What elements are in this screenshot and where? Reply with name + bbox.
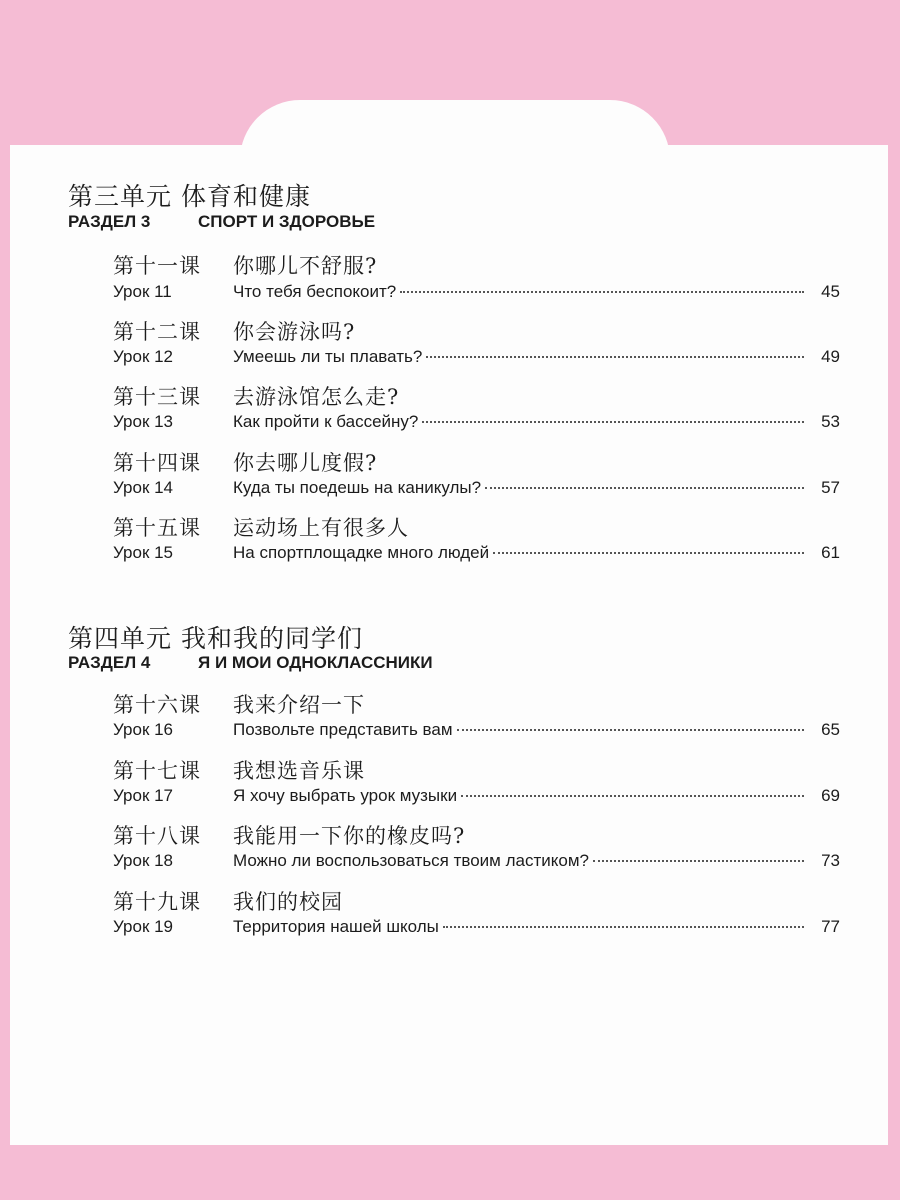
lesson-12-cn [113,316,355,346]
dot-leader [493,552,804,554]
lesson-19-ru[interactable] [113,917,840,937]
lesson-title-ru: Умеешь ли ты плавать? [233,347,423,366]
lesson-16-ru[interactable] [113,720,840,740]
lesson-title-cn: 我来介绍一下 [233,693,365,717]
lesson-number-ru: Урок 15 [113,543,174,562]
lesson-15-cn [113,512,409,542]
lesson-title-ru: Позвольте представить вам [233,720,453,739]
unit-4-title-cn: 第四单元 我和我的同学们 [68,624,363,653]
dot-leader [593,860,804,862]
lesson-number-cn: 第十八课 [113,824,201,848]
lesson-number-cn: 第十七课 [113,759,201,783]
unit-4-title-ru [68,653,433,673]
unit-3-label-ru: РАЗДЕЛ 3 [68,212,151,231]
dot-leader [422,421,804,423]
unit-4-label-ru: РАЗДЕЛ 4 [68,653,151,672]
lesson-11-ru[interactable] [113,282,840,302]
page-number: 57 [821,478,840,497]
lesson-title-ru: Я хочу выбрать урок музыки [233,786,458,805]
lesson-number-ru: Урок 14 [113,478,174,497]
dot-leader [485,487,804,489]
lesson-17-cn [113,755,365,785]
lesson-13-cn [113,381,399,411]
page-number: 77 [821,917,840,936]
lesson-title-ru: Можно ли воспользоваться твоим ластиком? [233,851,589,870]
dot-leader [457,729,804,731]
unit-4-name-ru: Я И МОИ ОДНОКЛАССНИКИ [198,653,433,672]
lesson-title-cn: 我们的校园 [233,890,343,914]
lesson-title-cn: 去游泳馆怎么走? [233,385,400,409]
lesson-18-cn [113,820,465,850]
lesson-number-ru: Урок 12 [113,347,174,366]
lesson-title-ru: Как пройти к бассейну? [233,412,419,431]
lesson-number-ru: Урок 13 [113,412,174,431]
lesson-number-cn: 第十一课 [113,254,201,278]
lesson-13-ru[interactable] [113,412,840,432]
lesson-12-ru[interactable] [113,347,840,367]
dot-leader [400,291,804,293]
page-number: 69 [821,786,840,805]
lesson-19-cn [113,886,343,916]
lesson-title-cn: 你去哪儿度假? [233,451,378,475]
lesson-number-cn: 第十五课 [113,516,201,540]
lesson-number-cn: 第十三课 [113,385,201,409]
lesson-number-ru: Урок 16 [113,720,174,739]
lesson-title-ru: Что тебя беспокоит? [233,282,397,301]
dot-leader [426,356,804,358]
lesson-number-cn: 第十六课 [113,693,201,717]
page-number: 49 [821,347,840,366]
lesson-17-ru[interactable] [113,786,840,806]
lesson-title-cn: 你会游泳吗? [233,320,356,344]
lesson-number-cn: 第十二课 [113,320,201,344]
page-number: 45 [821,282,840,301]
lesson-title-cn: 我能用一下你的橡皮吗? [233,824,466,848]
page-number: 61 [821,543,840,562]
unit-3-title-cn: 第三单元 体育和健康 [68,182,311,211]
lesson-number-ru: Урок 19 [113,917,174,936]
page-number: 65 [821,720,840,739]
lesson-18-ru[interactable] [113,851,840,871]
lesson-number-ru: Урок 17 [113,786,174,805]
lesson-title-cn: 你哪儿不舒服? [233,254,378,278]
lesson-title-ru: Куда ты поедешь на каникулы? [233,478,482,497]
lesson-number-ru: Урок 11 [113,282,172,301]
lesson-title-cn: 运动场上有很多人 [233,516,409,540]
lesson-number-ru: Урок 18 [113,851,174,870]
lesson-number-cn: 第十九课 [113,890,201,914]
unit-3-title-ru [68,212,375,232]
lesson-number-cn: 第十四课 [113,451,201,475]
lesson-title-ru: Территория нашей школы [233,917,439,936]
lesson-title-ru: На спортплощадке много людей [233,543,490,562]
page-number: 73 [821,851,840,870]
lesson-14-ru[interactable] [113,478,840,498]
unit-3-name-ru: СПОРТ И ЗДОРОВЬЕ [198,212,376,231]
dot-leader [443,926,804,928]
lesson-14-cn [113,447,377,477]
lesson-11-cn [113,250,377,280]
lesson-15-ru[interactable] [113,543,840,563]
dot-leader [461,795,804,797]
lesson-16-cn [113,689,365,719]
lesson-title-cn: 我想选音乐课 [233,759,365,783]
page-number: 53 [821,412,840,431]
